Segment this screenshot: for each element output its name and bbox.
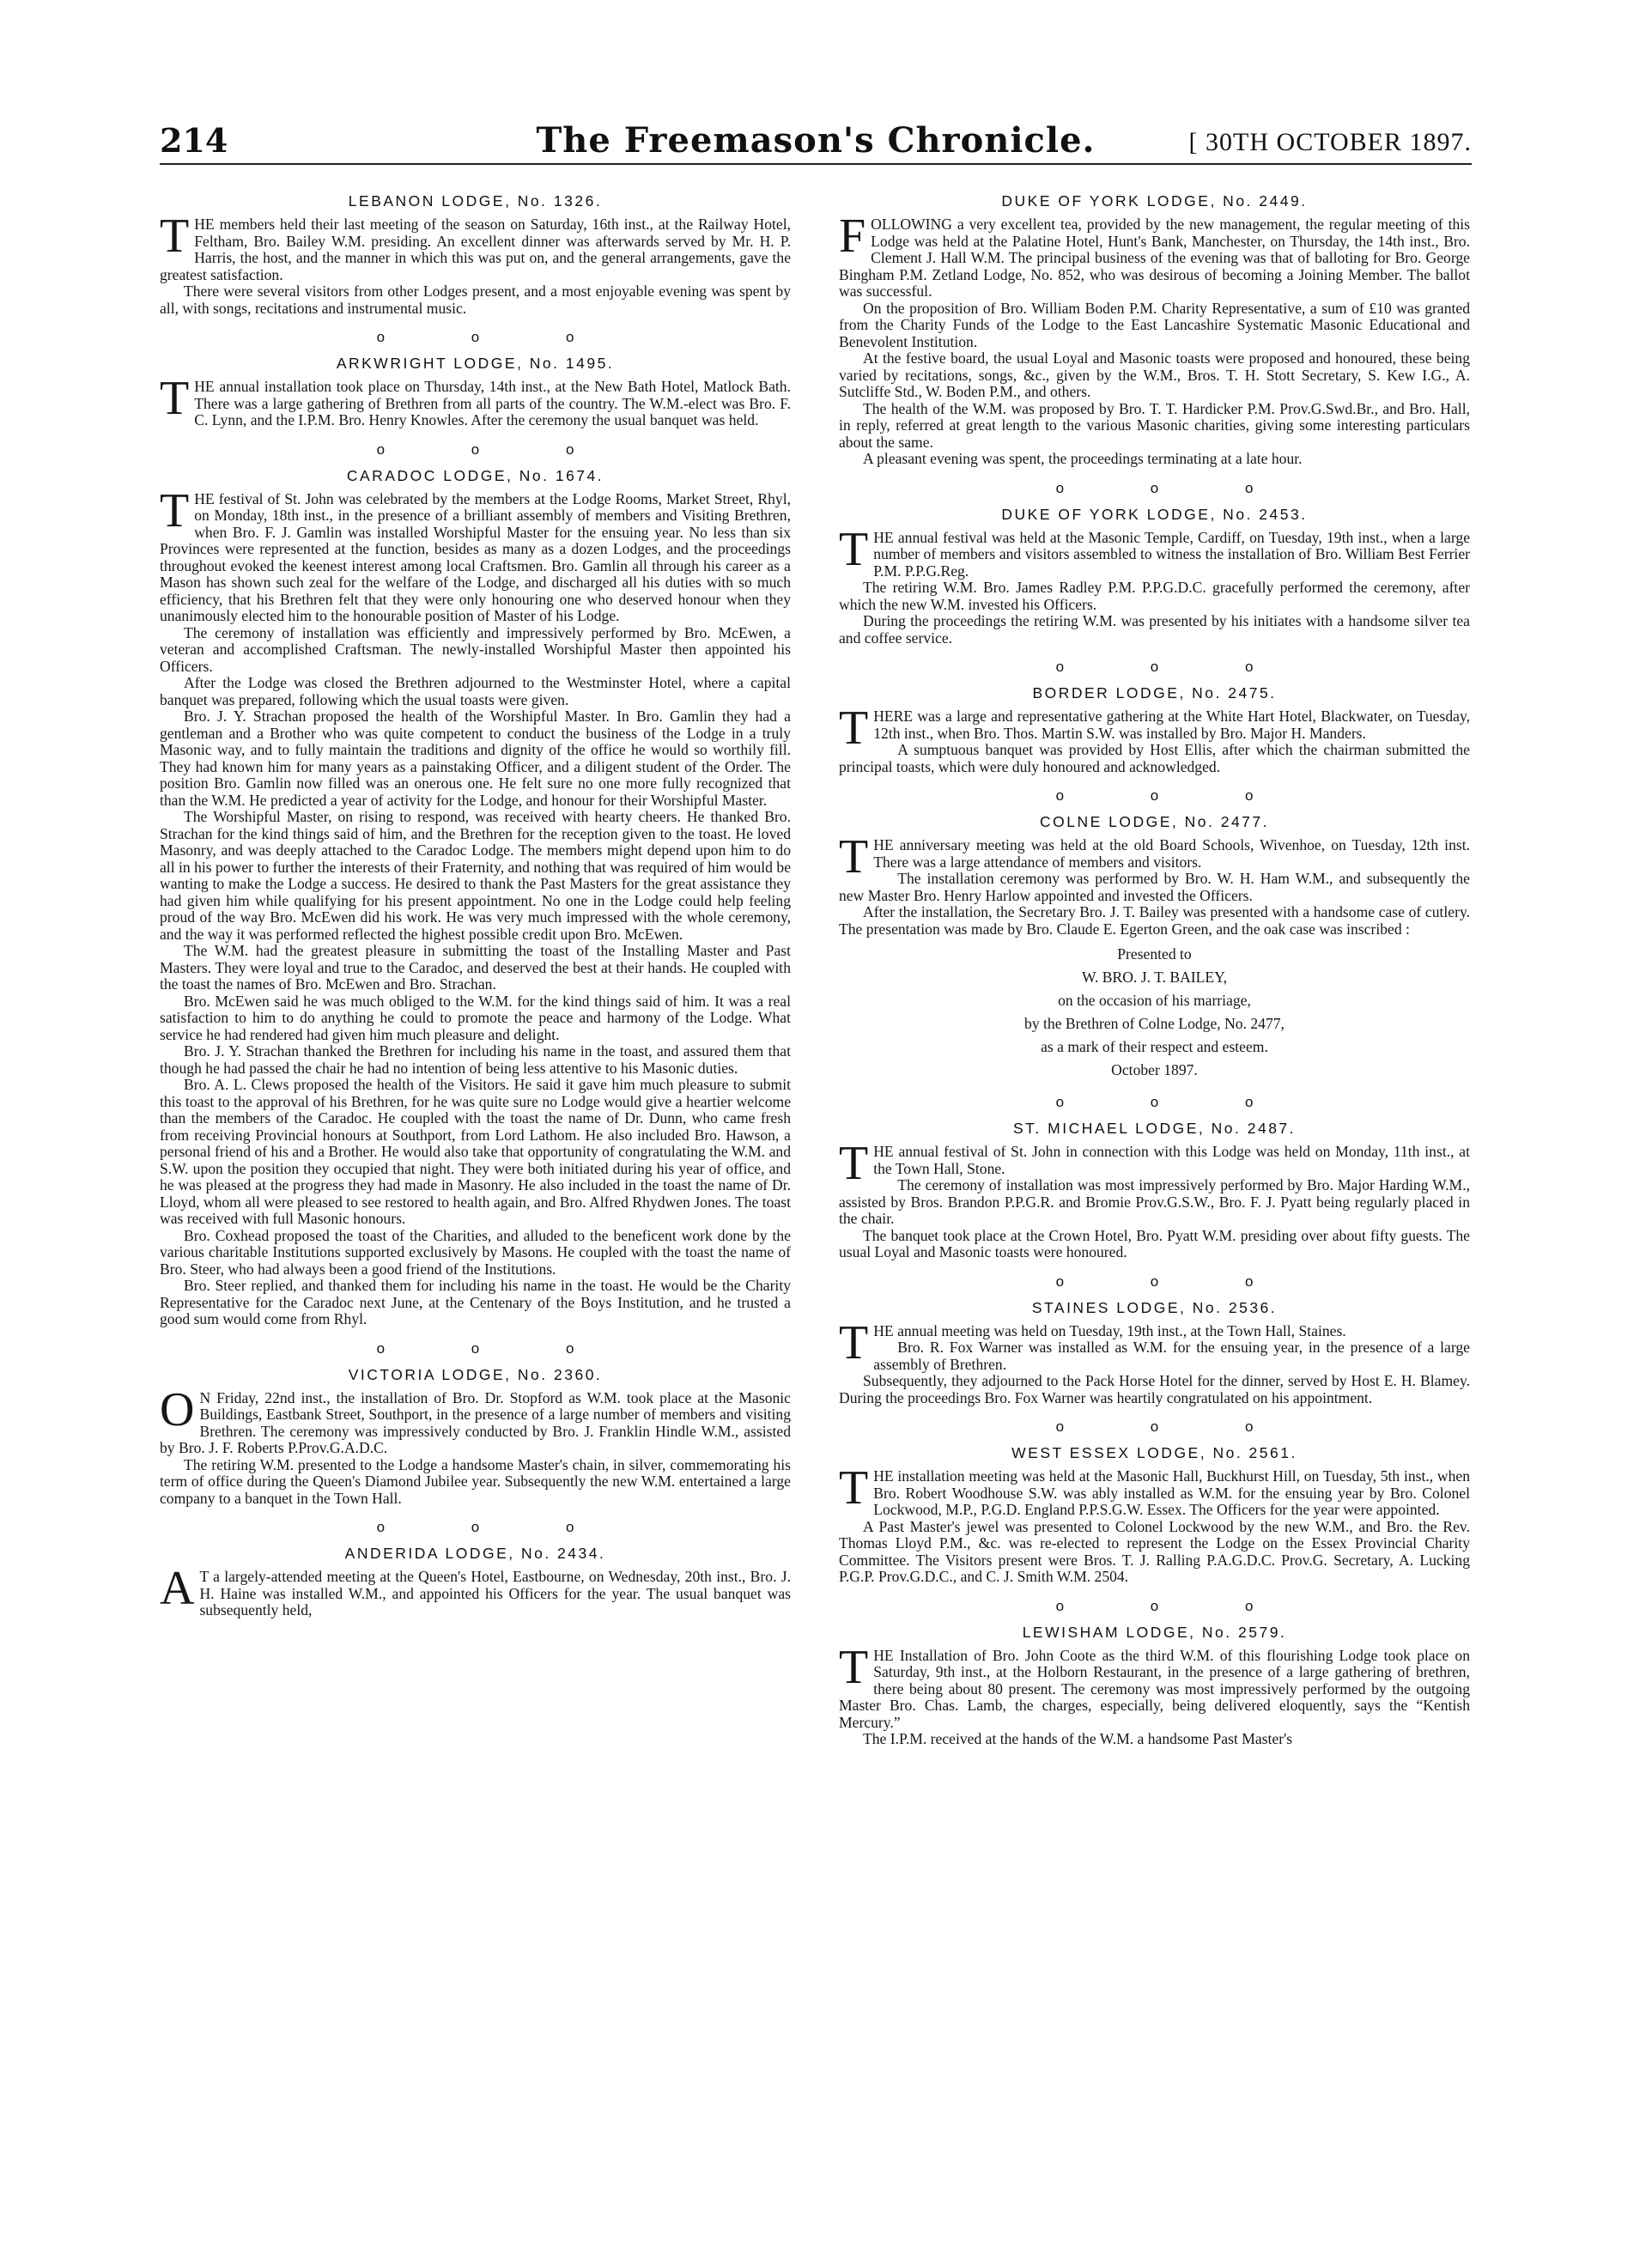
lodge-report-lebanon-lodge-no-1326 <box>160 191 791 317</box>
section-separator: o o o <box>376 440 616 458</box>
article-paragraph: THE annual meeting was held on Tuesday, 19th inst., at the Town Hall, Staines. <box>839 1315 1346 1370</box>
inscription <box>839 943 1470 1082</box>
article-paragraph: After the Lodge was closed the Brethren adjourned to the Westminster Hotel, where a capital banquet was prepared, following which the usual toasts were given. <box>160 674 791 708</box>
section-separator: o o o <box>1055 1597 1295 1614</box>
inscription-line: by the Brethren of Colne Lodge, No. 2477, <box>1024 1015 1285 1032</box>
section-separator: o o o <box>1055 659 1295 675</box>
inscription-line: as a mark of their respect and esteem. <box>1041 1038 1268 1055</box>
article-paragraph: THE members held their last meeting of the season on Saturday, 16th inst., at the Railway Hotel, Feltham, Bro. Bailey W.M. presiding. An excellent dinner was afterwards served by Mr. H. P. Harris, the host, and the manner in which this was put on, and the general arrangements, gave the greatest satisfaction. <box>160 210 791 283</box>
article-paragraph: AT a largely-attended meeting at the Queen's Hotel, Eastbourne, on Wednesday, 20th inst., Bro. J. H. Haine was installed W.M., and appointed his Officers for the year. The usual banquet was subsequently held, <box>160 1562 791 1618</box>
lodge-title: VICTORIA LODGE, No. 2360. <box>348 1365 603 1383</box>
inscription-line: on the occasion of his marriage, <box>1058 992 1251 1009</box>
lodge-report-colne-lodge-no-2477 <box>839 811 1470 1082</box>
section-separator: o o o <box>1055 1272 1295 1290</box>
article-paragraph: The health of the W.M. was proposed by Bro. T. T. Hardicker P.M. Prov.G.Swd.Br., and Bro. Hall, in reply, referred at great length to the various Masonic charities, giving some interesting particulars about the same. <box>839 399 1470 451</box>
page-number: 214 <box>160 121 228 160</box>
inscription-line: W. BRO. J. T. BAILEY, <box>1082 969 1227 986</box>
article-paragraph: THE annual installation took place on Thursday, 14th inst., at the New Bath Hotel, Matlock Bath. There was a large gathering of Brethren from all parts of the country. The W.M.-elect was Bro. F. C. Lynn, and the I.P.M. Bro. Henry Knowles. After the ceremony the usual banquet was held. <box>160 372 791 428</box>
article-paragraph: ON Friday, 22nd inst., the installation of Bro. Dr. Stopford as W.M. took place at the Masonic Buildings, Eastbank Street, Southport, in the presence of a large number of members and visiting Brethren. The ceremony was impressively conducted by Bro. J. Franklin Hindle W.M., assisted by Bro. J. F. Roberts P.Prov.G.A.D.C. <box>160 1382 791 1456</box>
article-paragraph: On the proposition of Bro. William Boden P.M. Charity Representative, a sum of £10 was granted from the Charity Funds of the Lodge to the East Lancashire Systematic Masonic Educational and Benevolent Institution. <box>839 299 1470 350</box>
inscription-line: October 1897. <box>1111 1061 1198 1078</box>
lodge-report-duke-of-york-lodge-no-2453 <box>839 504 1470 647</box>
lodge-title: DUKE OF YORK LODGE, No. 2449. <box>1001 192 1308 210</box>
article-paragraph: The I.P.M. received at the hands of the W.M. a handsome Past Master's <box>863 1730 1293 1747</box>
article-paragraph: Bro. J. Y. Strachan thanked the Brethren for including his name in the toast, and assured them that though he had passed the chair he had no intention of being less attentive to his Masonic duties. <box>160 1042 791 1077</box>
article-paragraph: FOLLOWING a very excellent tea, provided by the new management, the regular meeting of this Lodge was held at the Palatine Hotel, Hunt's Bank, Manchester, on Thursday, the 14th inst., Bro. Clement J. Hall W.M. The principal business of the evening was that of balloting for Bro. George Bingham P.M. Zetland Lodge, No. 852, who was desirous of becoming a Joining Member. The ballot was successful. <box>839 210 1470 300</box>
lodge-title: WEST ESSEX LODGE, No. 2561. <box>1011 1444 1297 1461</box>
lodge-title: CARADOC LODGE, No. 1674. <box>346 466 604 484</box>
article-paragraph: Bro. A. L. Clews proposed the health of the Visitors. He said it gave him much pleasure to submit this toast to the approval of his Brethren, for he was quite sure no Lodge would give a heartier welcome than the members of the Caradoc. He coupled with the toast the name of Dr. Dunn, who came fresh from receiving Provincial honours at Southport, from Lord Lathom. He also included Bro. Hawson, a personal friend of his and a Brother. He would also take that opportunity of congratulating the W.M. and S.W. upon the position they occupied that night. They were both initiated during his year of office, and he was pleased at the progress they had made in Masonry. He also included in the toast the name of Dr. Lloyd, whom all were pleased to see restored to health again, and Bro. Alfred Rhydwen Jones. The toast was received with full Masonic honours. <box>160 1076 791 1227</box>
article-paragraph: Bro. Coxhead proposed the toast of the Charities, and alluded to the beneficent work done by the various charitable Institutions supported exclusively by Masons. He coupled with the toast the name of Bro. Steer, who had always been a good friend of the Institutions. <box>160 1226 791 1278</box>
article-paragraph: The Worshipful Master, on rising to respond, was received with hearty cheers. He thanked Bro. Strachan for the kind things said of him, and the Brethren for the reception given to the toast. He loved Masonry, and was deeply attached to the Caradoc Lodge. The members might depend upon him to do all in his power to further the interests of their Fraternity, and nothing that was required of him would be wanting to make the Lodge a success. He desired to thank the Past Masters for the great assistance they had given him while qualifying for his present appointment. No one in the Lodge could help feeling proud of the way Bro. McEwen did his work. He was very much impressed with the whole ceremony, and the way it was performed reflected the highest possible credit upon Bro. McEwen. <box>160 808 791 943</box>
lodge-report-arkwright-lodge-no-1495 <box>160 353 791 429</box>
article-paragraph: The ceremony of installation was efficiently and impressively performed by Bro. McEwen, a veteran and accomplished Craftsman. The newly-installed Worshipful Master then appointed his Officers. <box>160 623 791 675</box>
article-paragraph: THE annual festival of St. John in connection with this Lodge was held on Monday, 11th inst., at the Town Hall, Stone. <box>839 1137 1470 1190</box>
section-separator: o o o <box>376 1339 616 1357</box>
lodge-title: LEWISHAM LODGE, No. 2579. <box>1022 1623 1287 1641</box>
lodge-title: STAINES LODGE, No. 2536. <box>1031 1298 1278 1316</box>
inscription-line: Presented to <box>1117 945 1192 963</box>
article-paragraph: The retiring W.M. Bro. James Radley P.M. P.P.G.D.C. gracefully performed the ceremony, after which the new W.M. invested his Officers. <box>839 579 1470 613</box>
article-paragraph: A sumptuous banquet was provided by Host Ellis, after which the chairman submitted the principal toasts, which were duly honoured and acknowledged. <box>839 741 1470 775</box>
article-paragraph: THE installation meeting was held at the Masonic Hall, Buckhurst Hill, on Tuesday, 5th inst., when Bro. Robert Woodhouse S.W. was ably installed as W.M. for the ensuing year by Bro. Colonel Lockwood, M.P., P.G.D. England P.P.S.G.W. Essex. The Officers for the year were appointed. <box>839 1461 1470 1518</box>
lodge-report-victoria-lodge-no-2360 <box>160 1364 791 1508</box>
section-separator: o o o <box>1055 1418 1295 1435</box>
section-separator: o o o <box>1055 1094 1295 1110</box>
lodge-title: DUKE OF YORK LODGE, No. 2453. <box>1001 505 1308 523</box>
lodge-report-st-michael-lodge-no-2487 <box>839 1118 1470 1261</box>
article-paragraph: A Past Master's jewel was presented to Colonel Lockwood by the new W.M., and Bro. the Rev. Thomas Lloyd P.M., &c. was re-elected to represent the Lodge on the Essex Provincial Charity Committee. The Visitors present were Bros. T. J. Ralling P.A.G.D.C. Prov.G. Secretary, A. Lucking P.G.P. Prov.G.D.C., and C. J. Smith W.M. 2504. <box>839 1517 1470 1585</box>
lodge-report-lewisham-lodge-no-2579 <box>839 1622 1470 1748</box>
lodge-title: COLNE LODGE, No. 2477. <box>1039 813 1270 830</box>
section-separator: o o o <box>1055 479 1295 496</box>
article-paragraph: The retiring W.M. presented to the Lodge a handsome Master's chain, in silver, commemorating his term of office during the Queen's Diamond Jubilee year. Subsequently the new W.M. entertained a large company to a banquet in the Town Hall. <box>160 1455 791 1507</box>
lodge-title: ST. MICHAEL LODGE, No. 2487. <box>1012 1120 1297 1137</box>
article-paragraph: At the festive board, the usual Loyal and Masonic toasts were proposed and honoured, these being varied by recitations, songs, &c., given by the W.M., Bros. T. H. Stott Secretary, S. Kew I.G., A. Sutcliffe Std., W. Boden P.M., and others. <box>839 349 1470 400</box>
lodge-report-anderida-lodge-no-2434 <box>160 1543 791 1619</box>
article-paragraph: THERE was a large and representative gathering at the White Hart Hotel, Blackwater, on Tuesday, 12th inst., when Bro. Thos. Martin S.W. was installed by Bro. Major H. Manders. <box>839 701 1470 755</box>
article-paragraph: Bro. McEwen said he was much obliged to the W.M. for the kind things said of him. It was a real satisfaction to him to do anything he could to promote the peace and harmony of the Lodge. What service he had rendered had given him much pleasure and delight. <box>160 992 791 1043</box>
right-column <box>839 191 1470 1748</box>
article-paragraph: THE anniversary meeting was held at the old Board Schools, Wivenhoe, on Tuesday, 12th inst. There was a large attendance of members and visitors. <box>839 830 1470 884</box>
article-paragraph: Bro. Steer replied, and thanked them for including his name in the toast. He would be the Charity Representative for the Caradoc next June, at the Centenary of the Boys Institution, and he trusted a good sum would come from Rhyl. <box>160 1277 791 1327</box>
article-paragraph: Bro. R. Fox Warner was installed as W.M. for the ensuing year, in the presence of a large assembly of Brethren. <box>873 1339 1470 1373</box>
article-paragraph: A pleasant evening was spent, the proceedings terminating at a late hour. <box>863 450 1303 467</box>
article-paragraph: The banquet took place at the Crown Hotel, Bro. Pyatt W.M. presiding over about fifty guests. The usual Loyal and Masonic toasts were honoured. <box>839 1226 1470 1260</box>
publication-title: The Freemason's Chronicle. <box>536 120 1096 161</box>
article-paragraph: Subsequently, they adjourned to the Pack Horse Hotel for the dinner, served by Host E. H. Blamey. During the proceedings Bro. Fox Warner was heartily congratulated on his appointment. <box>839 1372 1470 1406</box>
article-paragraph: The ceremony of installation was most impressively performed by Bro. Major Harding W.M., assisted by Bros. Brandon P.P.G.R. and Bromie Prov.G.S.W., Bro. F. J. Pyatt being regularly placed in the chair. <box>839 1176 1470 1227</box>
left-column <box>160 191 791 1619</box>
lodge-title: ANDERIDA LODGE, No. 2434. <box>344 1545 606 1562</box>
lodge-report-caradoc-lodge-no-1674 <box>160 465 791 1328</box>
section-separator: o o o <box>376 329 616 345</box>
article-paragraph: After the installation, the Secretary Bro. J. T. Bailey was presented with a handsome case of cutlery. The presentation was made by Bro. Claude E. Egerton Green, and the oak case was inscribed : <box>839 903 1470 938</box>
article-paragraph: Bro. J. Y. Strachan proposed the health of the Worshipful Master. In Bro. Gamlin they had a gentleman and a Brother who was quite competent to conduct the business of the Lodge in a truly Masonic way, and to fully maintain the traditions and dignity of the office he would so worthily fill. They had known him for many years as a painstaking Officer, and a diligent student of the Order. The position Bro. Gamlin now filled was an onerous one. He felt sure no one more fully recognized that than the W.M. He predicted a year of activity for the Lodge, and honour for their Worshipful Master. <box>160 708 791 809</box>
masthead <box>160 120 1472 165</box>
lodge-report-duke-of-york-lodge-no-2449 <box>839 191 1470 468</box>
lodge-title: LEBANON LODGE, No. 1326. <box>348 192 603 210</box>
lodge-report-border-lodge-no-2475 <box>839 683 1470 775</box>
article-paragraph: The W.M. had the greatest pleasure in submitting the toast of the Installing Master and Past Masters. They were loyal and true to the Caradoc, and deserved the best at their hands. He coupled with the toast the names of Bro. McEwen and Bro. Strachan. <box>160 942 791 993</box>
article-paragraph: During the proceedings the retiring W.M. was presented by his initiates with a handsome silver tea and coffee service. <box>839 612 1470 647</box>
article-paragraph: The installation ceremony was performed by Bro. W. H. Ham W.M., and subsequently the new Master Bro. Henry Harlow appointed and invested the Officers. <box>839 870 1470 904</box>
lodge-title: ARKWRIGHT LODGE, No. 1495. <box>336 355 615 372</box>
section-separator: o o o <box>1055 787 1295 804</box>
article-paragraph: THE annual festival was held at the Masonic Temple, Cardiff, on Tuesday, 19th inst., when a large number of members and visitors assembled to witness the installation of Bro. William Best Ferrier P.M. P.P.G.Reg. <box>839 522 1470 580</box>
lodge-report-west-essex-lodge-no-2561 <box>839 1442 1470 1586</box>
lodge-title: BORDER LODGE, No. 2475. <box>1032 684 1277 701</box>
section-separator: o o o <box>376 1519 616 1535</box>
lodge-report-staines-lodge-no-2536 <box>839 1297 1470 1407</box>
article-paragraph: THE Installation of Bro. John Coote as the third W.M. of this flourishing Lodge took place on Saturday, 9th inst., at the Holborn Restaurant, in the presence of a large gathering of brethren, there being about 80 present. The ceremony was most impressively performed by the outgoing Master Bro. Chas. Lamb, the charges, especially, being delivered eloquently, says the “Kentish Mercury.” <box>839 1640 1470 1731</box>
article-paragraph: THE festival of St. John was celebrated by the members at the Lodge Rooms, Market Street, Rhyl, on Monday, 18th inst., in the presence of a brilliant assembly of members and Visiting Brethren, when Bro. F. J. Gamlin was installed Worshipful Master for the ensuing year. No less than six Provinces were represented at the function, besides as many as a dozen Lodges, and the proceedings throughout evoked the keenest interest among local Craftsmen. Bro. Gamlin all through his career as a Mason has shown such zeal for the welfare of the Lodge, and discharged all his duties with so much efficiency, that his Brethren felt that they were only honouring one who deserved honour when they unanimously elected him to the honourable position of Master of his Lodge. <box>160 483 791 624</box>
issue-date: [ 30TH OCTOBER 1897. <box>1188 128 1472 156</box>
article-paragraph: There were several visitors from other Lodges present, and a most enjoyable evening was spent by all, with songs, recitations and instrumental music. <box>160 282 791 317</box>
